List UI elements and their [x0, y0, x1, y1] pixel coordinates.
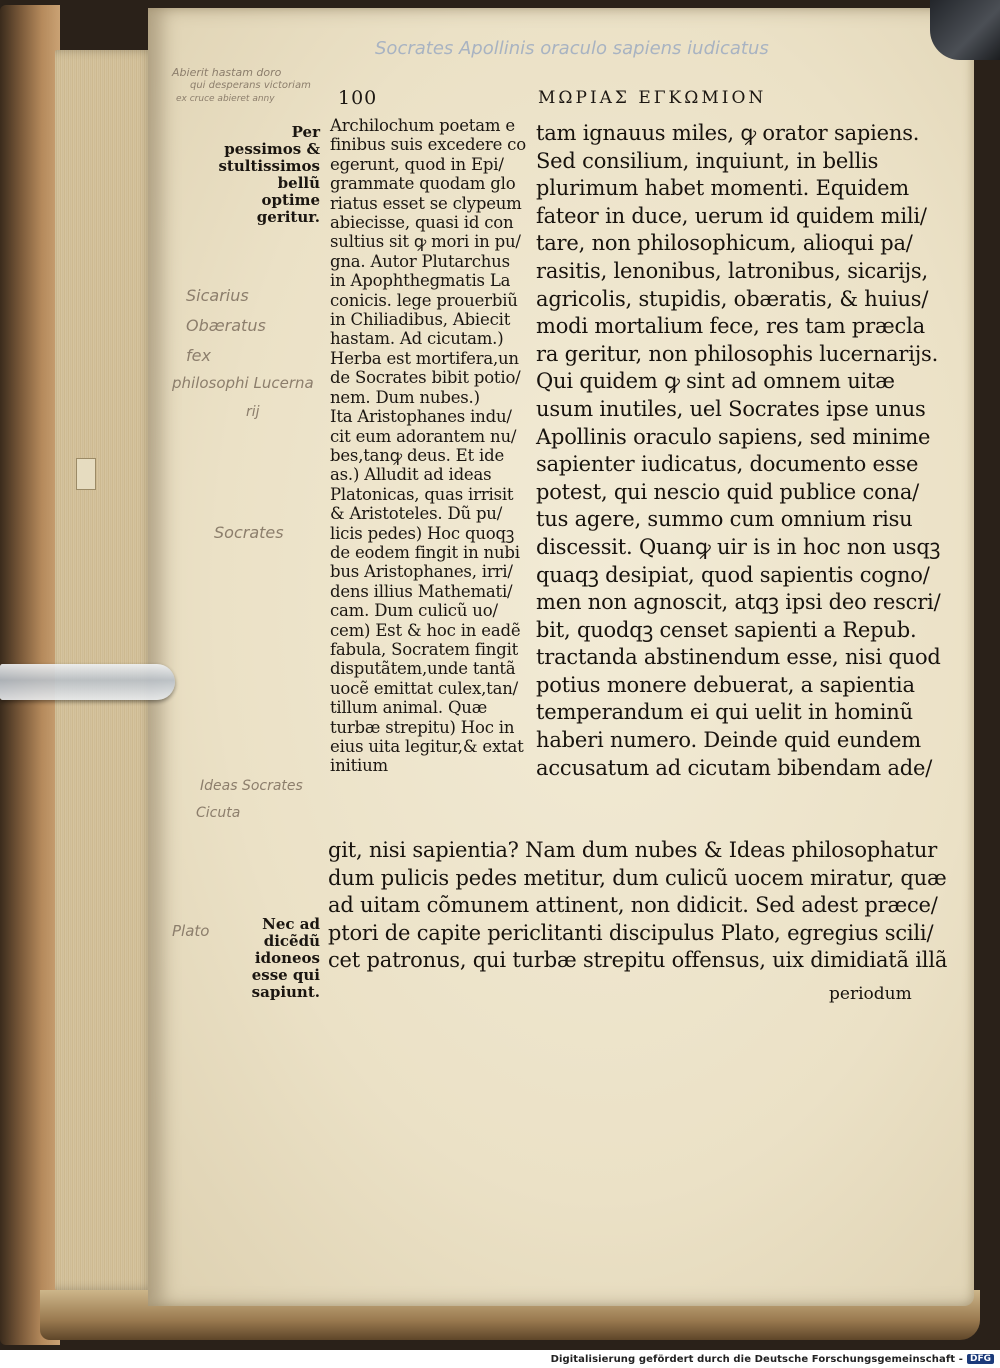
- commentary-line: in Chiliadibus, Abiecit: [330, 310, 511, 330]
- full-text-line: dum pulicis pedes metitur, dum culicũ uocem miratur, quæ: [328, 865, 947, 890]
- main-text-line: quaqꝫ desipiat, quod sapientis cogno/: [536, 562, 930, 587]
- handwritten-note: Abierit hastam doro: [172, 66, 282, 79]
- main-text-column: [536, 120, 941, 782]
- main-text-line: Sed consilium, inquiunt, in bellis: [536, 148, 879, 173]
- commentary-line: tillum animal. Quæ: [330, 698, 488, 718]
- main-text-line: tare, non philosophicum, alioqui pa/: [536, 231, 913, 256]
- main-text-line: tam ignauus miles, ꝙ orator sapiens.: [536, 121, 920, 145]
- side-note: Nec ad dicẽdũ idoneos esse qui sapiunt.: [251, 915, 320, 1001]
- main-text-line: agricolis, stupidis, obæratis, & huius/: [536, 286, 929, 311]
- commentary-line: turbæ strepitu) Hoc in: [330, 717, 515, 737]
- main-text-line: tractanda abstinendum esse, nisi quod: [536, 645, 941, 670]
- page-tab-marker: [76, 458, 96, 490]
- commentary-line: bes,tanꝙ deus. Et ide: [330, 445, 505, 465]
- main-text-line: discessit. Quanꝙ uir is in hoc non usqꝫ: [536, 534, 941, 559]
- handwritten-note: Plato: [172, 922, 210, 940]
- full-text-line: git, nisi sapientia? Nam dum nubes & Ideas philosophatur: [328, 838, 938, 862]
- full-width-text: [328, 837, 948, 975]
- main-text-line: usum inutiles, uel Socrates ipse unus: [536, 396, 926, 421]
- commentary-line: grammate quodam glo: [330, 174, 516, 194]
- main-text-line: accusatum ad cicutam bibendam ade/: [536, 755, 933, 780]
- commentary-line: Ita Aristophanes indu/: [330, 407, 512, 427]
- commentary-line: de eodem fingit in nubi: [330, 542, 520, 562]
- commentary-line: abiecisse, quasi id con: [330, 213, 514, 233]
- ribbon-bookmark: [930, 0, 1000, 60]
- top-annotation: Socrates Apollinis oraculo sapiens iudicatus: [375, 38, 769, 59]
- commentary-line: & Aristoteles. Dũ pu/: [330, 504, 503, 524]
- commentary-line: de Socrates bibit potio/: [330, 368, 521, 388]
- commentary-line: egerunt, quod in Epi/: [330, 154, 504, 174]
- main-text-line: ra geritur, non philosophis lucernarijs.: [536, 341, 939, 366]
- handwritten-note: ex cruce abieret anny: [176, 94, 275, 104]
- full-text-line: ad uitam cõmunem attinent, non didicit. Sed adest præce/: [328, 893, 938, 918]
- handwritten-note: qui desperans victoriam: [190, 80, 311, 91]
- main-text-line: tus agere, summo cum omnium risu: [536, 507, 913, 532]
- commentary-line: cit eum adorantem nu/: [330, 426, 517, 446]
- side-note: Per pessimos & stultissimos bellũ optime geritur.: [218, 123, 320, 226]
- commentary-line: riatus esset se clypeum: [330, 193, 522, 213]
- commentary-line: nem. Dum nubes.): [330, 387, 480, 407]
- main-text-line: plurimum habet momenti. Equidem: [536, 176, 910, 201]
- main-text-line: potest, qui nescio quid publice cona/: [536, 479, 920, 504]
- handwritten-note: Obæratus: [186, 316, 266, 335]
- handwritten-note: philosophi Lucerna: [172, 374, 314, 392]
- main-text-line: Apollinis oraculo sapiens, sed minime: [536, 424, 931, 449]
- handwritten-note: fex: [186, 346, 211, 365]
- commentary-line: licis pedes) Hoc quoqꝫ: [330, 523, 515, 543]
- main-text-line: modi mortalium fece, res tam præcla: [536, 314, 925, 339]
- commentary-line: hastam. Ad cicutam.): [330, 329, 504, 349]
- main-text-line: men non agnoscit, atqꝫ ipsi deo rescri/: [536, 590, 941, 615]
- commentary-line: in Apophthegmatis La: [330, 271, 511, 291]
- handwritten-note: Ideas Socrates: [200, 778, 303, 794]
- dfg-logo: DFG: [967, 1354, 994, 1364]
- handwritten-note: Sicarius: [186, 286, 249, 305]
- commentary-line: fabula, Socratem fingit: [330, 639, 519, 659]
- commentary-line: as.) Alludit ad ideas: [330, 465, 492, 485]
- main-text-line: fateor in duce, uerum id quidem mili/: [536, 203, 927, 228]
- commentary-line: gna. Autor Plutarchus: [330, 251, 510, 271]
- commentary-line: bus Aristophanes, irri/: [330, 562, 513, 582]
- footer-credit: Digitalisierung gefördert durch die Deutsche Forschungsgemeinschaft -: [550, 1353, 963, 1365]
- full-text-line: ptori de capite periclitanti discipulus Plato, egregius scili/: [328, 920, 934, 945]
- main-text-line: haberi numero. Deinde quid eundem: [536, 728, 921, 753]
- commentary-line: initium: [330, 756, 388, 776]
- main-text-line: rasitis, lenonibus, latronibus, sicarijs,: [536, 258, 928, 283]
- main-text-line: temperandum ei qui uelit in hominũ: [536, 700, 913, 725]
- commentary-line: Platonicas, quas irrisit: [330, 484, 514, 504]
- commentary-line: uocẽ emittat culex,tan/: [330, 678, 518, 698]
- commentary-column: [330, 116, 526, 776]
- main-text-line: potius monere debuerat, a sapientia: [536, 672, 915, 697]
- catchword: periodum: [829, 984, 912, 1004]
- main-text-line: Qui quidem ꝙ sint ad omnem uitæ: [536, 369, 895, 394]
- handwritten-note: rij: [246, 404, 260, 420]
- main-text-line: sapienter iudicatus, documento esse: [536, 452, 919, 477]
- handwritten-note: Socrates: [214, 523, 284, 542]
- commentary-line: finibus suis excedere co: [330, 135, 526, 155]
- commentary-line: disputãtem,unde tantã: [330, 659, 516, 679]
- commentary-line: Archilochum poetam e: [330, 116, 515, 135]
- full-text-line: cet patronus, qui turbæ strepitu offensus, uix dimidiatã illã: [328, 948, 948, 973]
- main-text-line: bit, quodqꝫ censet sapienti a Repub.: [536, 617, 917, 642]
- page-number: 100: [338, 87, 378, 109]
- footer-bar: [0, 1350, 1000, 1368]
- handwritten-note: Cicuta: [196, 805, 241, 821]
- commentary-line: conicis. lege prouerbiũ: [330, 290, 518, 310]
- commentary-line: sultius sit ꝙ mori in pu/: [330, 232, 521, 252]
- commentary-line: dens illius Mathemati/: [330, 581, 513, 601]
- commentary-line: cam. Dum culicũ uo/: [330, 601, 498, 621]
- commentary-line: Herba est mortifera,un: [330, 348, 519, 368]
- commentary-line: cem) Est & hoc in eadẽ: [330, 620, 521, 640]
- running-title: ΜΩΡΙΑΣ ΕΓΚΩΜΙΟΝ: [538, 88, 767, 108]
- commentary-line: eius uita legitur,& extat: [330, 737, 524, 756]
- holding-clip: [0, 664, 175, 700]
